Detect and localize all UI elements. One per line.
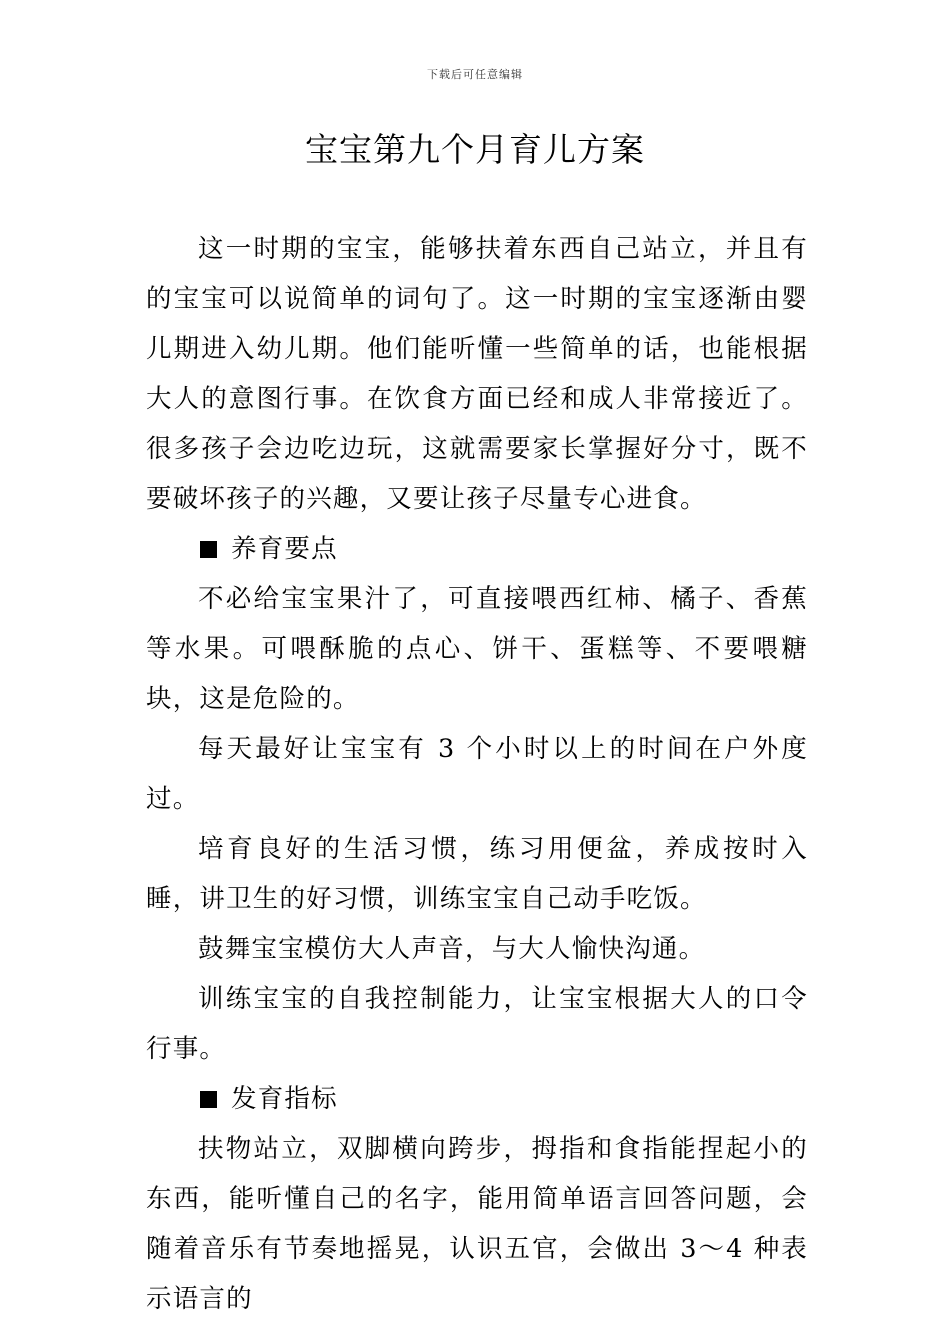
care-paragraph: 每天最好让宝宝有 3 个小时以上的时间在户外度过。 <box>146 734 808 814</box>
section-heading-label: 养育要点 <box>231 534 338 564</box>
section-heading-label: 发育指标 <box>231 1084 338 1114</box>
section-heading-development <box>146 1074 808 1124</box>
square-bullet-icon <box>200 1091 217 1108</box>
care-paragraph: 鼓舞宝宝模仿大人声音，与大人愉快沟通。 <box>198 934 706 964</box>
square-bullet-icon <box>200 541 217 558</box>
care-paragraph: 训练宝宝的自我控制能力，让宝宝根据大人的口令行事。 <box>146 984 808 1064</box>
intro-paragraph: 这一时期的宝宝，能够扶着东西自己站立，并且有的宝宝可以说简单的词句了。这一时期的宝宝逐渐由婴儿期进入幼儿期。他们能听懂一些简单的话，也能根据大人的意图行事。在饮食方面已经和成人非常接近了。很多孩子会边吃边玩，这就需要家长掌握好分寸，既不要破坏孩子的兴趣，又要让孩子尽量专心进食。 <box>146 234 808 514</box>
care-paragraph: 不必给宝宝果汁了，可直接喂西红柿、橘子、香蕉等水果。可喂酥脆的点心、饼干、蛋糕等、不要喂糖块，这是危险的。 <box>146 584 808 714</box>
care-paragraph: 培育良好的生活习惯，练习用便盆，养成按时入睡，讲卫生的好习惯，训练宝宝自己动手吃饭。 <box>146 834 808 914</box>
document-title: 宝宝第九个月育儿方案 <box>305 130 645 169</box>
header-note: 下载后可任意编辑 <box>427 68 523 81</box>
document-body <box>146 224 808 1324</box>
development-paragraph: 扶物站立，双脚横向跨步，拇指和食指能捏起小的东西，能听懂自己的名字，能用简单语言回答问题，会随着音乐有节奏地摇晃，认识五官，会做出 3～4 种表示语言的 <box>146 1134 808 1314</box>
section-heading-care <box>146 524 808 574</box>
